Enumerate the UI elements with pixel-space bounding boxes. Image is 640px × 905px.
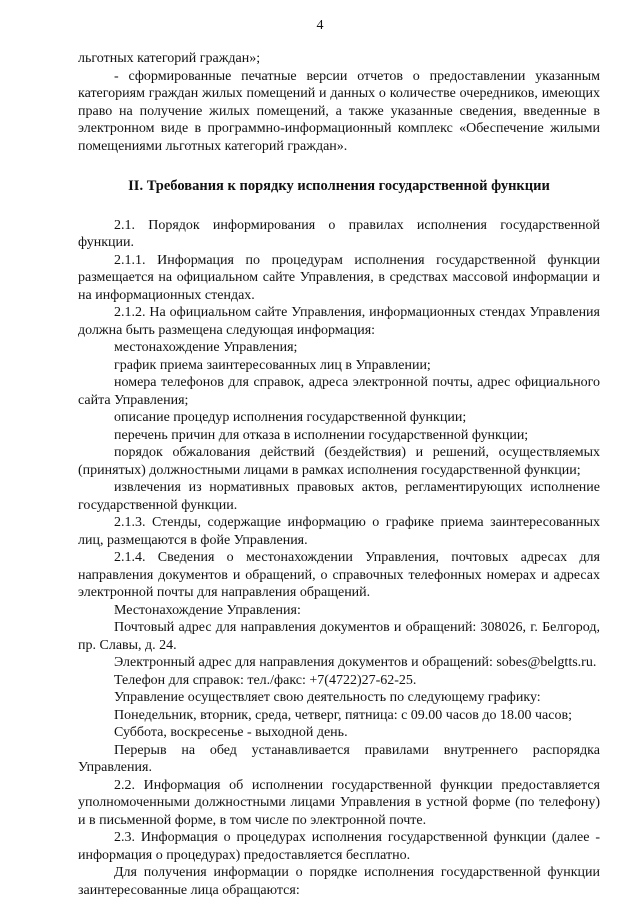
list-item-legal-extracts: извлечения из нормативных правовых актов, регламентирующих исполнение государственной функции. bbox=[78, 480, 600, 513]
paragraph-2-1-4: 2.1.4. Сведения о местонахождении Управления, почтовых адресах для направления документов и обращений, о справочных телефонных номерах и адресах электронной почты для направления обращений. bbox=[78, 550, 600, 600]
paragraph-2-1-1: 2.1.1. Информация по процедурам исполнения государственной функции размещается на официальном сайте Управления, в средствах массовой информации и на информационных стендах. bbox=[78, 252, 600, 303]
list-item-location: местонахождение Управления; bbox=[114, 340, 298, 355]
location-label: Местонахождение Управления: bbox=[114, 602, 301, 618]
list-item-refusal-reasons: перечень причин для отказа в исполнении государственной функции; bbox=[114, 427, 529, 443]
lunch-break: Перерыв на обед устанавливается правилами внутреннего распорядка Управления. bbox=[78, 742, 600, 775]
paragraph-how-to-request: Для получения информации о порядке исполнения государственной функции заинтересованные лица обращаются: bbox=[78, 865, 600, 898]
section-heading: II. Требования к порядку исполнения государственной функции bbox=[128, 178, 550, 194]
list-item-schedule: график приема заинтересованных лиц в Управлении; bbox=[114, 357, 431, 373]
schedule-weekend: Суббота, воскресенье - выходной день. bbox=[114, 725, 348, 740]
paragraph-2-2: 2.2. Информация об исполнении государственной функции предоставляется уполномоченными должностными лицами Управления в устной форме (по телефону) и в письменной форме, в том числе по электронной почте. bbox=[78, 777, 600, 828]
postal-address: Почтовый адрес для направления документов и обращений: 308026, г. Белгород, пр. Славы, д. 24. bbox=[78, 620, 600, 653]
paragraph-2-1-2: 2.1.2. На официальном сайте Управления, информационных стендах Управления должна быть размещена следующая информация: bbox=[78, 305, 600, 338]
phone-number: Телефон для справок: тел./факс: +7(4722)27-62-25. bbox=[114, 672, 417, 688]
page-body bbox=[78, 50, 600, 899]
list-item-procedures: описание процедур исполнения государственной функции; bbox=[114, 410, 467, 425]
paragraph-2-1: 2.1. Порядок информирования о правилах исполнения государственной функции. bbox=[78, 217, 600, 250]
schedule-intro: Управление осуществляет свою деятельность по следующему графику: bbox=[114, 690, 541, 705]
paragraph-2-1-3: 2.1.3. Стенды, содержащие информацию о графике приема заинтересованных лиц, размещаются в фойе Управления. bbox=[78, 515, 600, 548]
schedule-weekdays: Понедельник, вторник, среда, четверг, пятница: с 09.00 часов до 18.00 часов; bbox=[114, 707, 572, 723]
email-address: Электронный адрес для направления документов и обращений: sobes@belgtts.ru. bbox=[114, 655, 597, 670]
paragraph-continuation: льготных категорий граждан»; bbox=[78, 51, 261, 66]
list-item-contacts: номера телефонов для справок, адреса электронной почты, адрес официального сайта Управления; bbox=[78, 375, 600, 408]
paragraph-report-versions: - сформированные печатные версии отчетов о предоставлении указанным категориям граждан жилых помещений и данных о количестве очередников, имеющих право на получение жилых помещений, а также указанные сведения, введенные в электронном виде в программно-информационный комплекс «Обеспечение жилыми помещениями льготных категорий граждан». bbox=[78, 68, 600, 154]
list-item-appeal-procedure: порядок обжалования действий (бездействия) и решений, осуществляемых (принятых) должностными лицами в рамках исполнения государственной функции; bbox=[78, 445, 600, 478]
page-number: 4 bbox=[316, 18, 324, 33]
paragraph-2-3: 2.3. Информация о процедурах исполнения государственной функции (далее - информация о процедурах) предоставляется бесплатно. bbox=[78, 830, 600, 863]
